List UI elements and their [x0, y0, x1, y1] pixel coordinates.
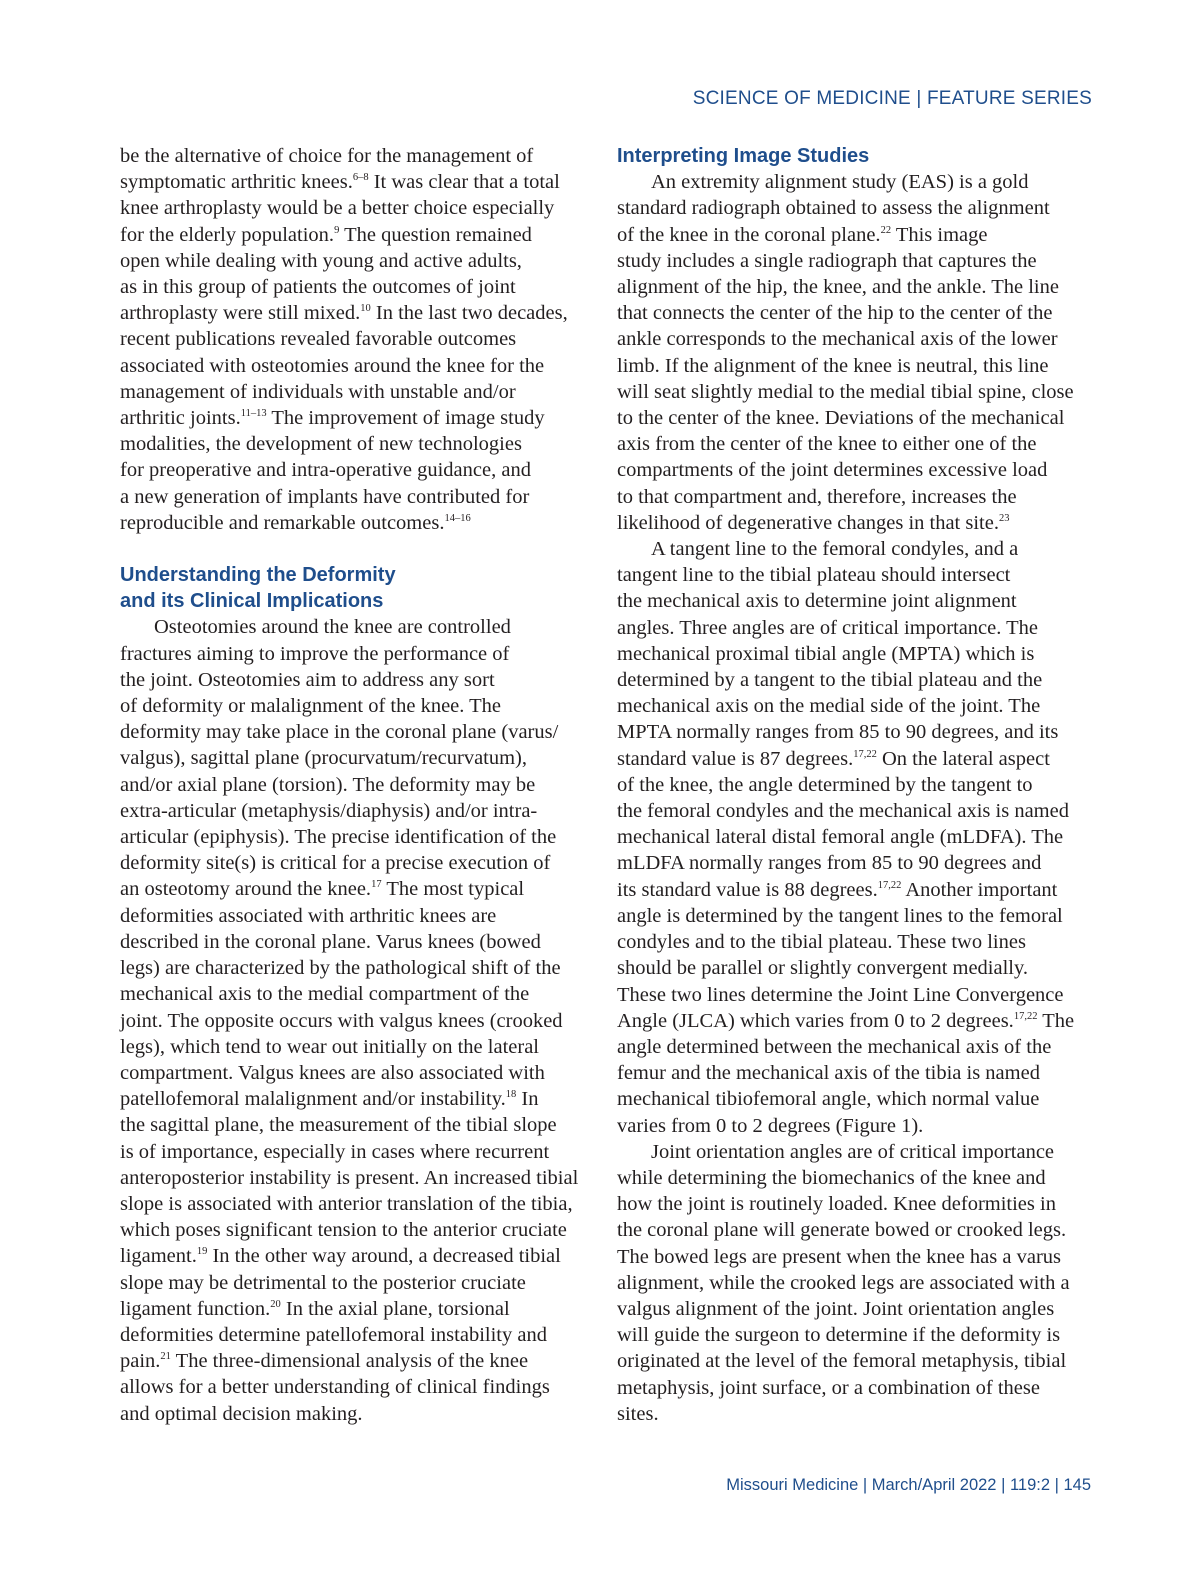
text-line: legs) are characterized by the pathological shift of the: [120, 957, 561, 980]
text-line: compartments of the joint determines excessive load: [617, 459, 1048, 482]
text-line: the coronal plane will generate bowed or crooked legs.: [617, 1219, 1067, 1242]
text-line: fractures aiming to improve the performance of: [120, 642, 510, 665]
paragraph: [120, 143, 596, 536]
text-line: and optimal decision making.: [120, 1402, 363, 1425]
text-line: MPTA normally ranges from 85 to 90 degrees, and its: [617, 721, 1059, 744]
text-line: deformity site(s) is critical for a precise execution of: [120, 852, 551, 875]
text-line: standard value is 87 degrees.$^{17,22}$ On the lateral aspect: [617, 747, 1050, 770]
text-line: alignment, while the crooked legs are associated with a: [617, 1271, 1070, 1294]
paragraph: [120, 614, 596, 1426]
text-line: anteroposterior instability is present. An increased tibial: [120, 1166, 579, 1189]
citation: 17,22: [877, 879, 902, 891]
text-line: described in the coronal plane. Varus knees (bowed: [120, 930, 541, 953]
text-line: an osteotomy around the knee.$^{17}$ The most typical: [120, 878, 525, 901]
text-line: arthroplasty were still mixed.$^{10}$ In the last two decades,: [120, 302, 568, 325]
text-line: of the knee in the coronal plane.$^{22}$ This image: [617, 223, 988, 246]
text-line: alignment of the hip, the knee, and the ankle. The line: [617, 276, 1059, 299]
text-line: symptomatic arthritic knees.$^{6-8}$ It was clear that a total: [120, 171, 560, 194]
text-line: should be parallel or slightly convergent medially.: [617, 957, 1029, 980]
text-line: arthritic joints.$^{11-13}$ The improvement of image study: [120, 407, 545, 430]
text-line: the femoral condyles and the mechanical axis is named: [617, 800, 1069, 823]
text-line: Osteotomies around the knee are controlled: [154, 616, 511, 639]
text-line: its standard value is 88 degrees.$^{17,22}$ Another important: [617, 878, 1058, 901]
text-line: angles. Three angles are of critical importance. The: [617, 616, 1039, 639]
text-line: ankle corresponds to the mechanical axis of the lower: [617, 328, 1058, 351]
text-line: as in this group of patients the outcomes of joint: [120, 276, 516, 299]
text-line: reproducible and remarkable outcomes.$^{14-16}$: [120, 511, 471, 534]
citation: 17,22: [1013, 1010, 1038, 1022]
text-line: extra-articular (metaphysis/diaphysis) and/or intra-: [120, 799, 538, 822]
text-line: that connects the center of the hip to the center of the: [617, 302, 1053, 325]
text-line: deformities associated with arthritic knees are: [120, 904, 497, 927]
text-line: is of importance, especially in cases where recurrent: [120, 1140, 550, 1163]
text-line: of the knee, the angle determined by the tangent to: [617, 773, 1033, 796]
page-footer: Missouri Medicine | March/April 2022 | 119:2 | 145: [726, 1476, 1091, 1494]
paragraph: [617, 1139, 1091, 1427]
citation: 22: [880, 224, 892, 236]
text-line: tangent line to the tibial plateau should intersect: [617, 564, 1011, 587]
text-line: articular (epiphysis). The precise identification of the: [120, 826, 557, 849]
text-line: deformities determine patellofemoral instability and: [120, 1323, 547, 1346]
section-heading: Interpreting Image Studies: [617, 145, 870, 167]
text-line: which poses significant tension to the anterior cruciate: [120, 1219, 567, 1242]
citation: 9: [334, 224, 340, 236]
text-line: condyles and to the tibial plateau. These two lines: [617, 931, 1026, 954]
citation: 14–16: [444, 512, 471, 524]
citation: 6–8: [352, 172, 369, 184]
text-line: mechanical tibiofemoral angle, which normal value: [617, 1088, 1040, 1111]
text-line: of deformity or malalignment of the knee. The: [120, 695, 502, 718]
text-line: mechanical axis to the medial compartment of the: [120, 983, 530, 1006]
left-column: [120, 143, 596, 1427]
citation: 23: [998, 512, 1010, 524]
text-line: while determining the biomechanics of the knee and: [617, 1166, 1046, 1189]
text-line: likelihood of degenerative changes in that site.$^{23}$: [617, 511, 1010, 534]
text-line: mechanical lateral distal femoral angle (mLDFA). The: [617, 826, 1064, 849]
text-line: originated at the level of the femoral metaphysis, tibial: [617, 1350, 1067, 1373]
text-line: recent publications revealed favorable outcomes: [120, 328, 517, 351]
text-line: for the elderly population.$^9$ The question remained: [120, 223, 532, 246]
text-line: knee arthroplasty would be a better choice especially: [120, 197, 555, 220]
text-line: These two lines determine the Joint Line Convergence: [617, 983, 1064, 1006]
text-line: associated with osteotomies around the knee for the: [120, 354, 545, 377]
text-line: and/or axial plane (torsion). The deformity may be: [120, 773, 536, 796]
text-line: varies from 0 to 2 degrees (Figure 1).: [617, 1114, 924, 1137]
text-line: for preoperative and intra-operative guidance, and: [120, 459, 531, 482]
citation: 17: [371, 879, 382, 891]
text-line: Joint orientation angles are of critical importance: [651, 1140, 1055, 1163]
text-line: to the center of the knee. Deviations of the mechanical: [617, 407, 1065, 430]
citation: 11–13: [240, 408, 267, 420]
text-line: the mechanical axis to determine joint alignment: [617, 590, 1017, 613]
text-line: will guide the surgeon to determine if the deformity is: [617, 1324, 1061, 1347]
text-line: axis from the center of the knee to either one of the: [617, 433, 1037, 456]
text-line: ligament.$^{19}$ In the other way around, a decreased tibial: [120, 1245, 561, 1268]
text-line: how the joint is routinely loaded. Knee deformities in: [617, 1193, 1056, 1216]
text-line: An extremity alignment study (EAS) is a gold: [651, 171, 1029, 194]
text-line: ligament function.$^{20}$ In the axial plane, torsional: [120, 1297, 510, 1320]
text-line: slope is associated with anterior translation of the tibia,: [120, 1192, 573, 1215]
paragraph: [617, 169, 1091, 536]
text-line: slope may be detrimental to the posterior cruciate: [120, 1271, 526, 1294]
citation: 21: [160, 1351, 171, 1363]
text-line: to that compartment and, therefore, increases the: [617, 485, 1017, 508]
text-line: limb. If the alignment of the knee is neutral, this line: [617, 354, 1049, 377]
text-line: determined by a tangent to the tibial plateau and the: [617, 669, 1043, 692]
citation: 10: [360, 303, 371, 315]
text-line: a new generation of implants have contributed for: [120, 485, 530, 508]
text-line: angle is determined by the tangent lines to the femoral: [617, 904, 1063, 927]
text-line: A tangent line to the femoral condyles, and a: [651, 538, 1019, 561]
text-line: The bowed legs are present when the knee has a varus: [617, 1245, 1061, 1268]
citation: 17,22: [853, 748, 877, 760]
text-line: open while dealing with young and active adults,: [120, 249, 522, 272]
text-line: femur and the mechanical axis of the tibia is named: [617, 1062, 1040, 1085]
text-line: legs), which tend to wear out initially on the lateral: [120, 1035, 539, 1058]
section-heading: Understanding the Deformity and its Clinical Implications: [120, 564, 396, 613]
text-line: valgus), sagittal plane (procurvatum/recurvatum),: [120, 747, 528, 770]
text-line: sites.: [617, 1402, 659, 1425]
text-line: patellofemoral malalignment and/or instability.$^{18}$ In: [120, 1088, 539, 1111]
text-line: the joint. Osteotomies aim to address any sort: [120, 668, 495, 691]
text-line: be the alternative of choice for the management of: [120, 145, 534, 167]
text-line: standard radiograph obtained to assess the alignment: [617, 197, 1050, 220]
text-line: mechanical proximal tibial angle (MPTA) which is: [617, 642, 1035, 665]
text-line: allows for a better understanding of clinical findings: [120, 1376, 550, 1399]
running-head: SCIENCE OF MEDICINE | FEATURE SERIES: [692, 88, 1092, 109]
text-line: valgus alignment of the joint. Joint orientation angles: [617, 1297, 1055, 1320]
text-line: Angle (JLCA) which varies from 0 to 2 degrees.$^{17,22}$ The: [617, 1009, 1075, 1032]
text-line: joint. The opposite occurs with valgus knees (crooked: [120, 1009, 563, 1032]
text-line: the sagittal plane, the measurement of the tibial slope: [120, 1114, 557, 1137]
text-line: will seat slightly medial to the medial tibial spine, close: [617, 380, 1074, 403]
citation: 19: [196, 1246, 208, 1258]
text-line: pain.$^{21}$ The three-dimensional analysis of the knee: [120, 1350, 529, 1373]
text-line: modalities, the development of new technologies: [120, 433, 522, 456]
text-line: angle determined between the mechanical axis of the: [617, 1035, 1052, 1058]
text-line: mechanical axis on the medial side of the joint. The: [617, 695, 1041, 718]
text-line: metaphysis, joint surface, or a combination of these: [617, 1376, 1040, 1399]
text-line: deformity may take place in the coronal plane (varus/: [120, 721, 559, 744]
paragraph: [617, 536, 1091, 1139]
text-line: management of individuals with unstable and/or: [120, 380, 516, 403]
text-line: study includes a single radiograph that captures the: [617, 249, 1037, 272]
text-line: mLDFA normally ranges from 85 to 90 degrees and: [617, 852, 1042, 875]
citation: 20: [270, 1298, 281, 1310]
right-column: [617, 143, 1091, 1427]
text-line: compartment. Valgus knees are also associated with: [120, 1061, 545, 1084]
citation: 18: [505, 1089, 517, 1101]
